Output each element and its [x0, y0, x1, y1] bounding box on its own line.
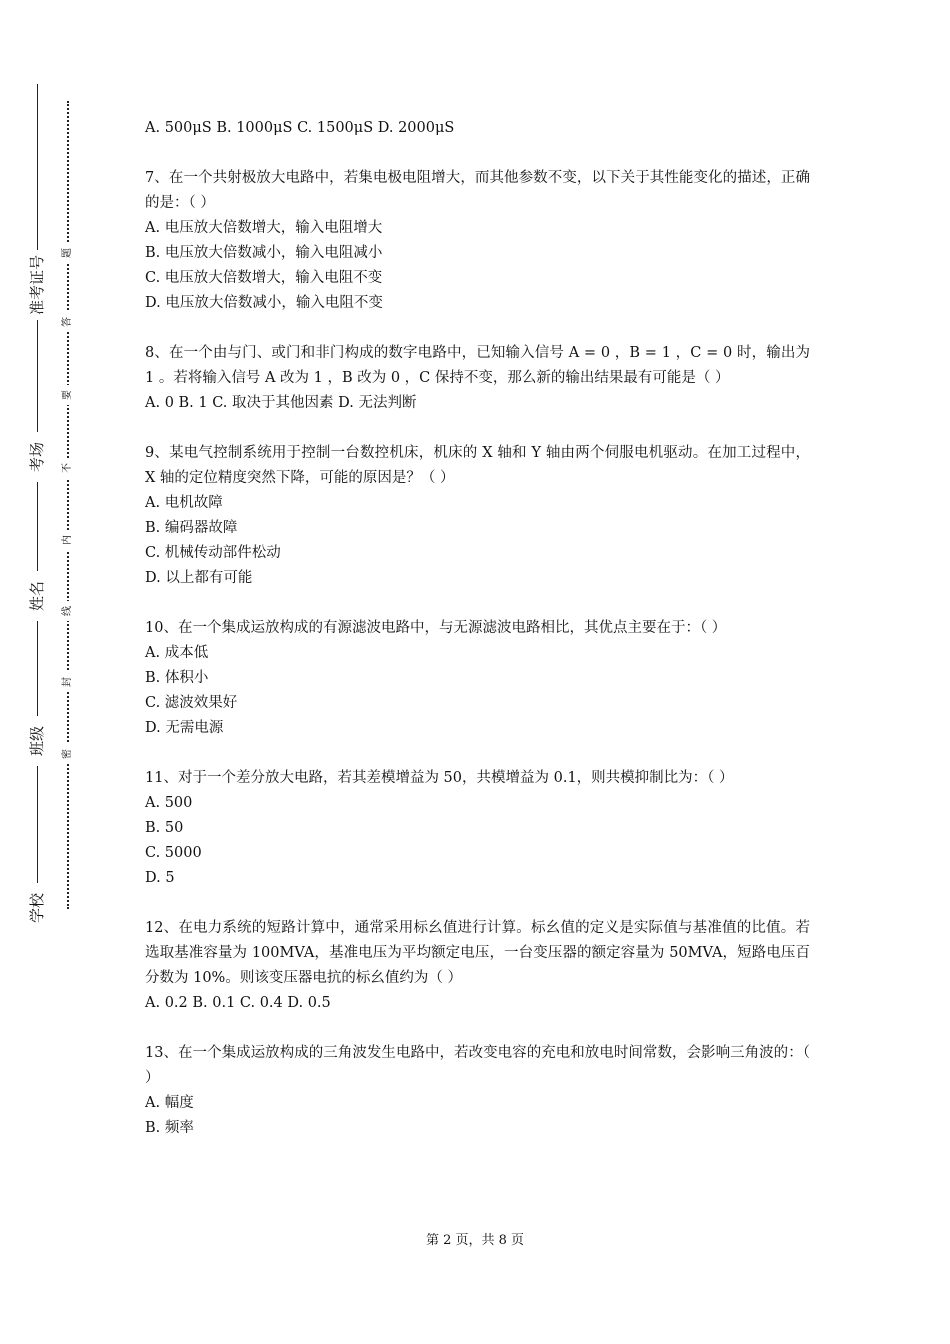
seal-char: 要	[58, 385, 78, 405]
option: D. 以上都有可能	[145, 570, 253, 586]
option: B. 50	[145, 820, 184, 836]
binding-solid-line	[37, 84, 38, 924]
binding-dotted-line	[67, 101, 69, 909]
field-exam-room-label: 考场	[22, 432, 52, 482]
option: A. 500	[145, 795, 193, 811]
seal-char: 内	[58, 530, 78, 550]
field-exam-number-label: 准考证号	[22, 250, 52, 320]
option: A. 电压放大倍数增大，输入电阻增大	[145, 220, 383, 236]
option: C. 5000	[145, 845, 202, 861]
question-stem: 8、在一个由与门、或门和非门构成的数字电路中，已知输入信号 A = 0 ，B = 1 ，C = 0 时，输出为 1 。若将输入信号 A 改为 1 ，B 改为 0 ，C 保持不变，那么新的输出结果最有可能是（ ）	[145, 345, 810, 386]
question-13	[145, 1041, 810, 1141]
option: A. 成本低	[145, 645, 209, 661]
option: B. 编码器故障	[145, 520, 238, 536]
option: B. 体积小	[145, 670, 209, 686]
option: A. 0 B. 1 C. 取决于其他因素 D. 无法判断	[145, 395, 417, 411]
option: C. 滤波效果好	[145, 695, 238, 711]
option: D. 电压放大倍数减小，输入电阻不变	[145, 295, 383, 311]
option: A. 0.2 B. 0.1 C. 0.4 D. 0.5	[145, 995, 331, 1011]
question-stem: 9、某电气控制系统用于控制一台数控机床，机床的 X 轴和 Y 轴由两个伺服电机驱动。在加工过程中，X 轴的定位精度突然下降，可能的原因是？（ ）	[145, 445, 810, 486]
option: B. 频率	[145, 1120, 194, 1136]
option: A. 幅度	[145, 1095, 194, 1111]
question-stem: 11、对于一个差分放大电路，若其差模增益为 50，共模增益为 0.1，则共模抑制比为：（ ）	[145, 770, 734, 786]
seal-char: 不	[58, 458, 78, 478]
question-9	[145, 441, 810, 591]
question-stem: 7、在一个共射极放大电路中，若集电极电阻增大，而其他参数不变，以下关于其性能变化的描述，正确的是：（ ）	[145, 170, 810, 211]
seal-char: 密	[58, 744, 78, 764]
field-class-label: 班级	[22, 716, 52, 766]
question-10	[145, 616, 810, 741]
previous-question-options: A. 500μS B. 1000μS C. 1500μS D. 2000μS	[145, 120, 455, 136]
field-school-label: 学校	[22, 883, 52, 933]
seal-char: 封	[58, 672, 78, 692]
seal-char: 题	[58, 243, 78, 263]
option: C. 电压放大倍数增大，输入电阻不变	[145, 270, 383, 286]
field-name-label: 姓名	[22, 571, 52, 621]
page-footer: 第 2 页，共 8 页	[425, 1233, 525, 1248]
option: D. 5	[145, 870, 175, 886]
question-stem: 12、在电力系统的短路计算中，通常采用标幺值进行计算。标幺值的定义是实际值与基准值的比值。若选取基准容量为 100MVA，基准电压为平均额定电压，一台变压器的额定容量为 50MVA，短路电压百分数为 10%。则该变压器电抗的标幺值约为（ ）	[145, 920, 810, 986]
question-8	[145, 341, 810, 416]
option: C. 机械传动部件松动	[145, 545, 281, 561]
question-7	[145, 166, 810, 316]
question-12	[145, 916, 810, 1016]
question-stem: 10、在一个集成运放构成的有源滤波电路中，与无源滤波电路相比，其优点主要在于：（ ）	[145, 620, 727, 636]
option: D. 无需电源	[145, 720, 224, 736]
option: A. 电机故障	[145, 495, 223, 511]
seal-char: 答	[58, 312, 78, 332]
question-11	[145, 766, 810, 891]
question-stem: 13、在一个集成运放构成的三角波发生电路中，若改变电容的充电和放电时间常数，会影响三角波的：（ ）	[145, 1045, 810, 1086]
seal-char: 线	[58, 601, 78, 621]
option: B. 电压放大倍数减小，输入电阻减小	[145, 245, 383, 261]
binding-margin	[0, 0, 120, 1344]
exam-content	[145, 116, 810, 1141]
